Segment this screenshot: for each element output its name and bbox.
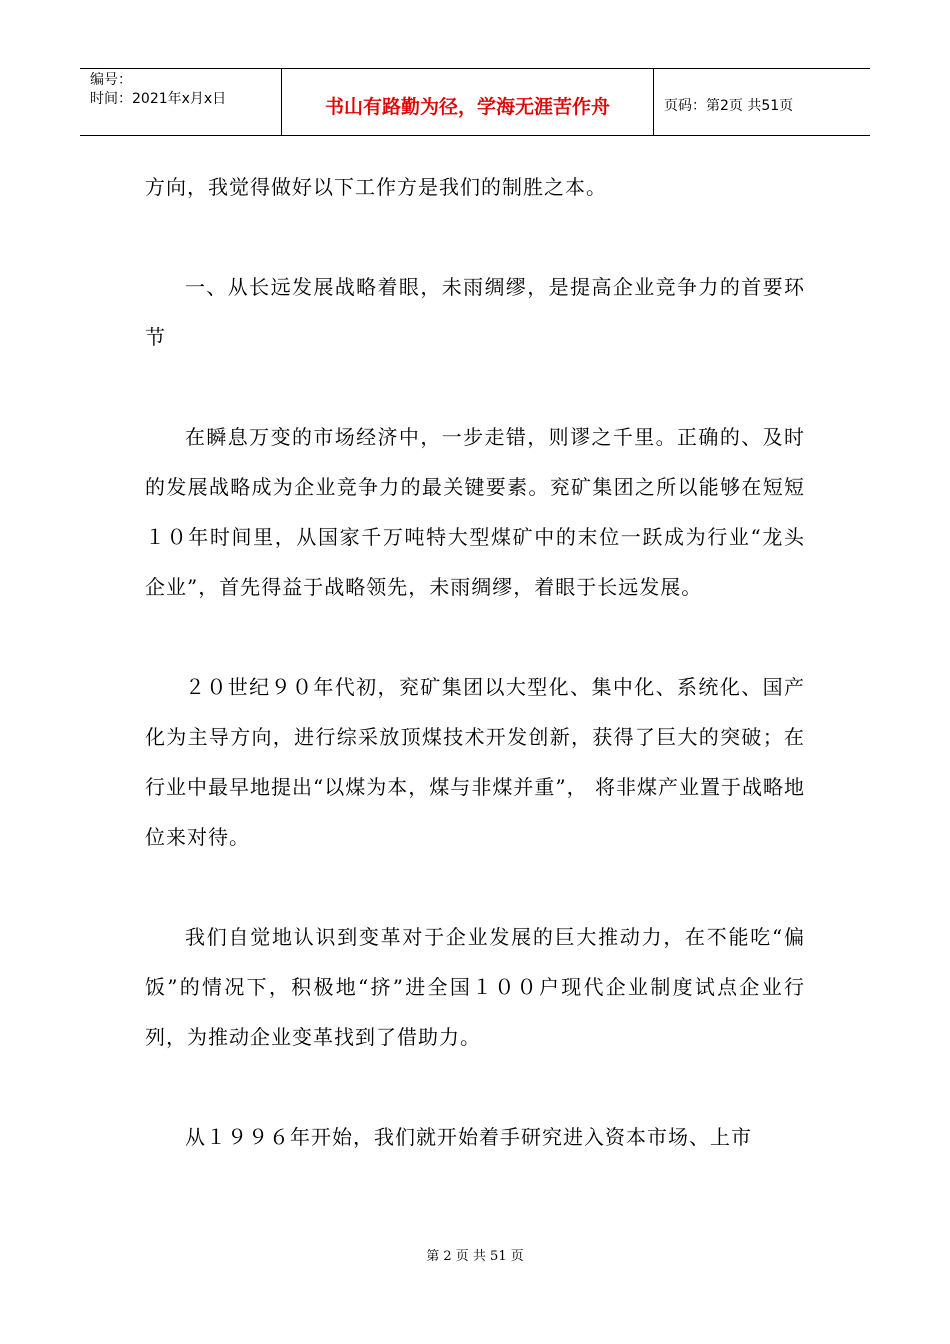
header-motto-cell [282,69,654,135]
date-label: 时间：2021年x月x日 [90,91,227,107]
motto-text: 书山有路勤为径，学海无涯苦作舟 [324,95,610,118]
paragraph: 我们自觉地认识到变革对于企业发展的巨大推动力，在不能吃“偏饭”的情况下，积极地“挤”进全国１００户现代企业制度试点企业行列，为推动企业变革找到了借助力。 [145,925,805,1049]
paragraph-continuation: 方向，我觉得做好以下工作方是我们的制胜之本。 [145,175,607,199]
paragraph: ２０世纪９０年代初，兖矿集团以大型化、集中化、系统化、国产化为主导方向，进行综采放顶煤技术开发创新，获得了巨大的突破；在行业中最早地提出“以煤为本，煤与非煤并重”， 将非煤产业置于战略地位来对待。 [145,675,805,849]
header-meta-cell [80,69,282,135]
paragraph: 从１９９６年开始，我们就开始着手研究进入资本市场、上市 [185,1125,752,1149]
section-heading: 一、从长远发展战略着眼，未雨绸缪，是提高企业竞争力的首要环节 [145,275,805,349]
document-header [80,68,870,136]
footer-page-number: 第 2 页 共 51 页 [426,1249,524,1264]
paragraph: 在瞬息万变的市场经济中，一步走错，则谬之千里。正确的、及时的发展战略成为企业竞争力的最关键要素。兖矿集团之所以能够在短短１０年时间里，从国家千万吨特大型煤矿中的末位一跃成为行业“龙头企业”，首先得益于战略领先，未雨绸缪，着眼于长远发展。 [145,425,805,599]
page-info: 页码：第2页 共51页 [664,98,794,114]
number-label: 编号： [90,72,132,88]
page-footer [0,1245,950,1264]
header-page-cell [654,69,870,135]
document-body [145,162,805,1212]
